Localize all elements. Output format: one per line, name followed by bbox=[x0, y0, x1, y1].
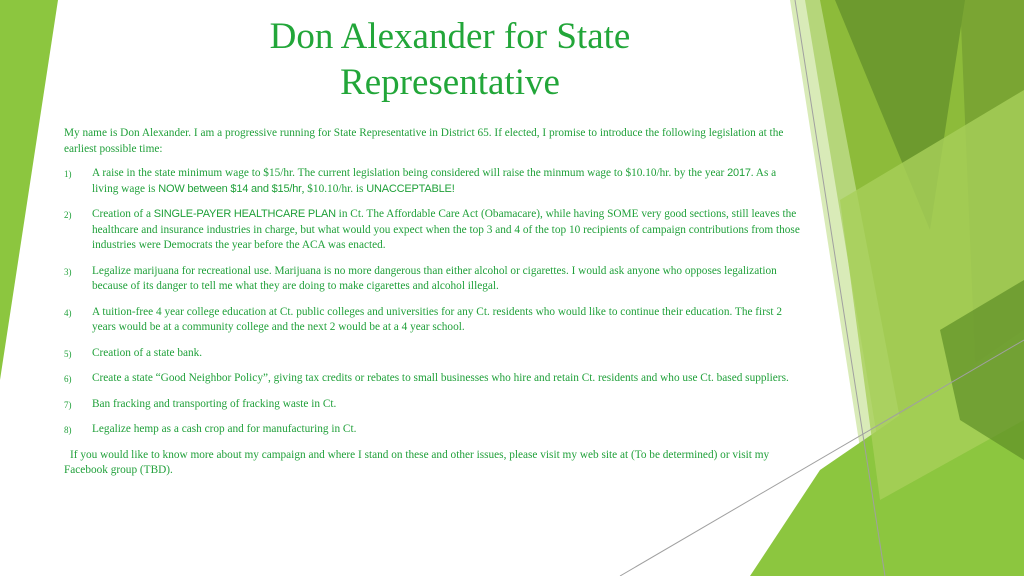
text-segment: Legalize marijuana for recreational use. Marijuana is no more dangerous than either alcohol or cigarettes. I would ask anyone who opposes legalization because of its danger to tell me what they are doing to make cigarettes and alcohol illegal. bbox=[92, 264, 777, 292]
list-item-number: 7) bbox=[64, 399, 72, 410]
list-item-text bbox=[92, 398, 336, 410]
list-item-number: 1) bbox=[64, 169, 72, 179]
left-green-stripe bbox=[0, 0, 58, 380]
list-item bbox=[64, 166, 800, 197]
highlighted-text: SINGLE-PAYER HEALTHCARE PLAN bbox=[153, 208, 336, 220]
list-item bbox=[64, 264, 800, 295]
list-item bbox=[64, 346, 800, 362]
text-segment: Create a state “Good Neighbor Policy”, giving tax credits or rebates to small businesses who hire and retain Ct. residents and who use Ct. based suppliers. bbox=[92, 372, 789, 384]
highlighted-text: UNACCEPTABLE! bbox=[366, 182, 455, 195]
text-segment: Creation of a bbox=[92, 208, 154, 220]
list-item-number: 5) bbox=[64, 348, 72, 359]
list-item-number: 2) bbox=[64, 210, 72, 220]
list-item-text bbox=[92, 347, 202, 359]
list-item-number: 6) bbox=[64, 374, 72, 384]
title-line-1: Don Alexander for State bbox=[269, 16, 631, 57]
list-item-number: 4) bbox=[64, 307, 72, 318]
page-title bbox=[150, 14, 750, 106]
text-segment: Legalize hemp as a cash crop and for manufacturing in Ct. bbox=[92, 423, 357, 435]
text-segment: Ban fracking and transporting of fracking waste in Ct. bbox=[92, 397, 337, 410]
title-line-2: Representative bbox=[340, 62, 560, 103]
list-item bbox=[64, 371, 800, 387]
text-segment: A raise in the state minimum wage to $15/hr. The current legislation being considered will raise the minmum wage to $10.10/hr. by the year bbox=[92, 167, 728, 179]
list-item-text bbox=[92, 167, 776, 195]
list-item-text bbox=[92, 423, 356, 435]
list-item-text bbox=[92, 372, 789, 384]
list-item-text bbox=[92, 208, 800, 251]
text-segment: . As a living wage is bbox=[92, 167, 777, 195]
text-segment: in Ct. The Affordable Care Act (Obamacare), while having SOME very good sections, still leaves the healthcare and insurance industries in charge, but what would you expect when the top 3 and 4 of the top 10 recipients of campaign contributions from those industries were Democrats the year before the ACA was enacted. bbox=[92, 208, 800, 251]
highlighted-text: 2017 bbox=[727, 167, 751, 179]
text-segment: A tuition-free 4 year college education at Ct. public colleges and universities for any Ct. residents who would like to continue their education. The first 2 years would be at a community college and the next 2 would be at a 4 year school. bbox=[92, 305, 782, 333]
list-item bbox=[64, 305, 800, 336]
legislation-list bbox=[64, 166, 800, 438]
list-item bbox=[64, 207, 800, 254]
list-item bbox=[64, 397, 800, 413]
text-segment: Creation of a state bank. bbox=[92, 346, 203, 359]
closing-paragraph: If you would like to know more about my campaign and where I stand on these and other issues, please visit my web site at (To be determined) or visit my Facebook group (TBD). bbox=[64, 448, 770, 476]
text-segment: , $10.10/hr. is bbox=[301, 182, 367, 195]
list-item-text bbox=[92, 306, 782, 334]
slide-body bbox=[64, 126, 800, 479]
intro-paragraph: My name is Don Alexander. I am a progressive running for State Representative in District 65. If elected, I promise to introduce the following legislation at the earliest possible time: bbox=[64, 127, 784, 155]
list-item-text bbox=[92, 265, 777, 293]
highlighted-text: NOW between $14 and $15/hr bbox=[158, 182, 302, 195]
list-item-number: 3) bbox=[64, 266, 72, 277]
list-item bbox=[64, 422, 800, 438]
list-item-number: 8) bbox=[64, 425, 72, 435]
